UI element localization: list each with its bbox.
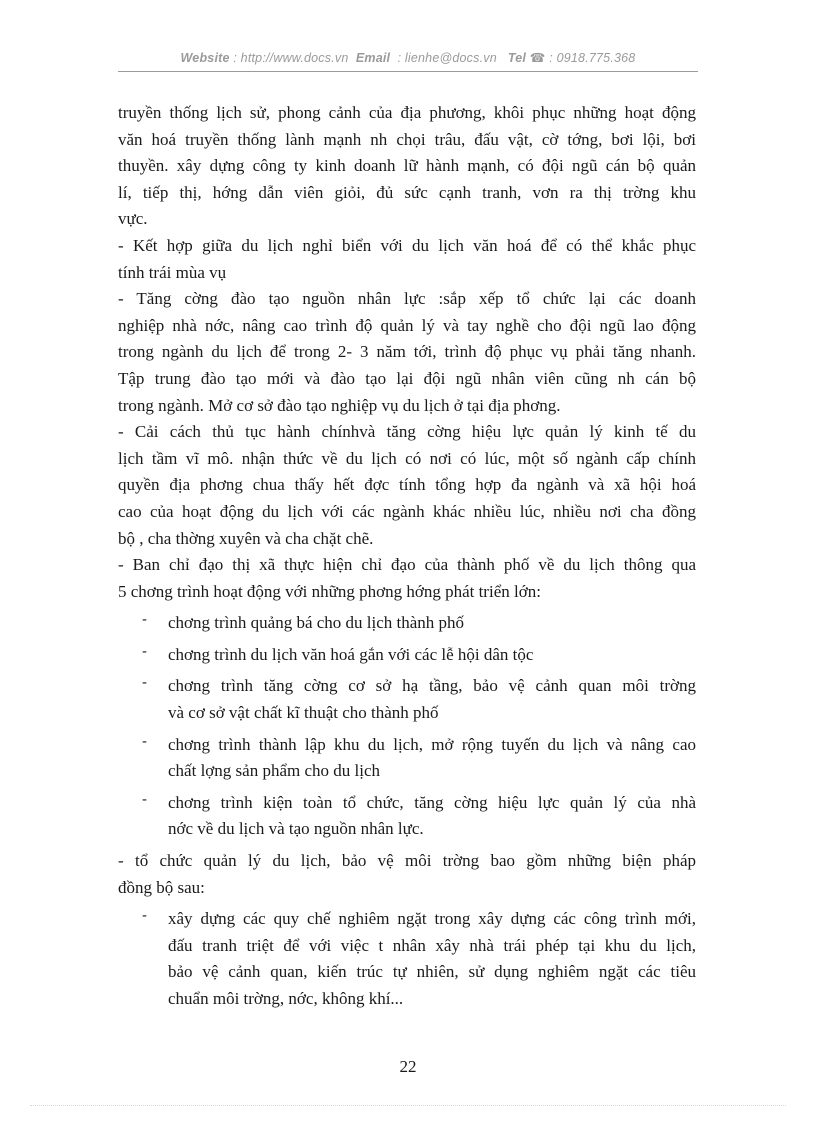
text-line: - Ban chỉ đạo thị xã thực hiện chỉ đạo của thành phố về du lịch thông qua	[118, 555, 696, 575]
text-line: trong ngành. Mở cơ sở đào tạo nghiệp vụ du lịch ở tại địa phơng.	[118, 395, 561, 415]
bullet-dash: -	[142, 611, 147, 629]
text-line: 5 chơng trình hoạt động với những phơng hớng phát triển lớn:	[118, 581, 541, 601]
text-line: trong ngành du lịch để trong 2- 3 năm tới, trình độ phục vụ phải tăng nhanh.	[118, 342, 696, 362]
program-list	[118, 610, 696, 843]
text-line: chơng trình tăng cờng cơ sở hạ tầng, bảo vệ cảnh quan môi trờng	[168, 676, 696, 696]
phone-icon: ☎	[529, 51, 546, 65]
text-line: - tổ chức quản lý du lịch, bảo vệ môi trờng bao gồm những biện pháp	[118, 851, 696, 871]
tel-value: : 0918.775.368	[549, 51, 636, 65]
text-line: chất lợng sản phẩm cho du lịch	[168, 761, 380, 781]
measure-list	[118, 906, 696, 1012]
page-header	[118, 50, 698, 65]
tel-label: Tel	[507, 51, 527, 65]
text-line: lí, tiếp thị, hớng dẫn viên giỏi, đủ sức cạnh tranh, vơn ra thị trờng khu	[118, 182, 696, 202]
text-line: - Tăng cờng đào tạo nguồn nhân lực :sắp xếp tổ chức lại các doanh	[118, 289, 696, 309]
text-line: Tập trung đào tạo mới và đào tạo lại đội ngũ nhân viên cũng nh cán bộ	[118, 368, 696, 388]
text-line: và cơ sở vật chất kĩ thuật cho thành phố	[168, 703, 439, 723]
text-line: tính trái mùa vụ	[118, 262, 227, 282]
text-line: - Cải cách thủ tục hành chínhvà tăng cờng hiệu lực quản lý kinh tế du	[118, 422, 696, 442]
paragraph-1	[118, 100, 696, 233]
text-line: truyền thống lịch sử, phong cảnh của địa phương, khôi phục những hoạt động	[118, 103, 696, 122]
list-item	[118, 610, 696, 637]
list-item	[118, 790, 696, 843]
bullet-dash: -	[142, 907, 147, 925]
bullet-dash: -	[142, 732, 147, 750]
text-line: cao của hoạt động du lịch với các ngành khác nhiều lúc, nhiều nơi cha đồng	[118, 501, 696, 521]
text-line: lịch tầm vĩ mô. nhận thức về du lịch có nơi có lúc, một số ngành cấp chính	[118, 448, 696, 468]
text-line: bộ , cha thờng xuyên và cha chặt chẽ.	[118, 528, 374, 548]
text-line: xây dựng các quy chế nghiêm ngặt trong xây dựng các công trình mới,	[168, 909, 696, 929]
list-item	[118, 673, 696, 726]
text-line: - Kết hợp giữa du lịch nghỉ biển với du lịch văn hoá để có thể khắc phục	[118, 235, 696, 255]
bullet-dash: -	[142, 642, 147, 660]
website-value: : http://www.docs.vn	[233, 51, 349, 65]
document-body	[118, 100, 696, 1013]
email-value: : lienhe@docs.vn	[397, 51, 497, 65]
paragraph-3	[118, 286, 696, 419]
bullet-dash: -	[142, 674, 147, 692]
text-line: chơng trình thành lập khu du lịch, mở rộng tuyến du lịch và nâng cao	[168, 734, 696, 754]
paragraph-5	[118, 552, 696, 605]
text-line: quyền địa phơng chua thấy hết đợc tính tổng hợp đa ngành và xã hội hoá	[118, 475, 696, 495]
text-line: chơng trình kiện toàn tổ chức, tăng cờng hiệu lực quản lý của nhà	[168, 792, 696, 812]
text-line: chơng trình quảng bá cho du lịch thành phố	[168, 613, 465, 633]
email-label: Email	[355, 51, 391, 65]
text-line: đồng bộ sau:	[118, 877, 205, 897]
text-line: đấu tranh triệt để với việc t nhân xây nhà trái phép tại khu du lịch,	[168, 935, 696, 955]
footer-divider	[30, 1105, 786, 1106]
text-line: vực.	[118, 209, 148, 229]
text-line: nớc về du lịch và tạo nguồn nhân lực.	[168, 819, 424, 839]
header-divider	[118, 71, 698, 72]
text-line: bảo vệ cảnh quan, kiến trúc tự nhiên, sử dụng nghiêm ngặt các tiêu	[168, 962, 696, 982]
paragraph-6	[118, 848, 696, 901]
text-line: văn hoá truyền thống lành mạnh nh chọi trâu, đấu vật, cờ tớng, bơi lội, bơi	[118, 129, 696, 149]
website-label: Website	[180, 51, 230, 65]
bullet-dash: -	[142, 790, 147, 808]
text-line: thuyền. xây dựng công ty kinh doanh lữ hành mạnh, có đội ngũ cán bộ quản	[118, 156, 696, 176]
text-line: chơng trình du lịch văn hoá gắn với các lễ hội dân tộc	[168, 644, 534, 664]
page-number: 22	[399, 1057, 417, 1076]
text-line: chuẩn môi trờng, nớc, không khí...	[168, 989, 404, 1008]
list-item	[118, 732, 696, 785]
paragraph-4	[118, 419, 696, 552]
paragraph-2	[118, 233, 696, 286]
text-line: nghiệp nhà nớc, nâng cao trình độ quản lý và tay nghề cho đội ngũ lao động	[118, 315, 696, 335]
list-item	[118, 906, 696, 1012]
list-item	[118, 642, 696, 669]
